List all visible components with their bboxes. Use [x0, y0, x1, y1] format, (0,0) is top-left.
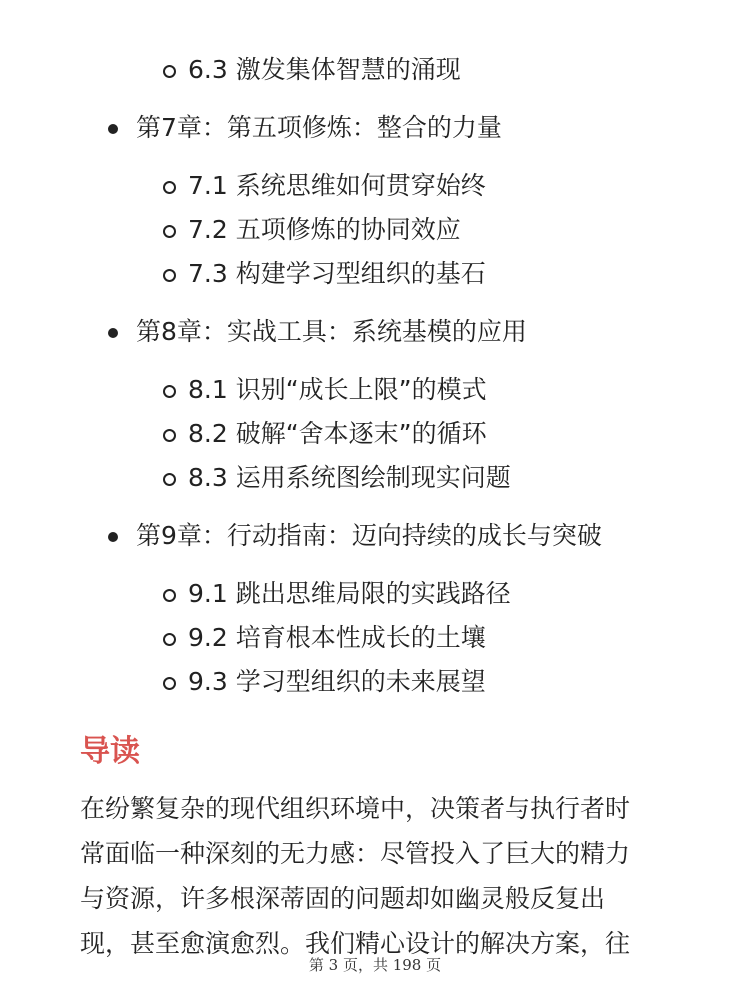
toc-chapter-label: 第9章：行动指南：迈向持续的成长与突破 [136, 521, 602, 550]
toc-sub-item[interactable] [0, 660, 750, 704]
hollow-bullet-icon [163, 385, 176, 398]
toc-sub-item[interactable] [0, 48, 750, 92]
filled-bullet-icon [108, 328, 118, 338]
hollow-bullet-icon [163, 65, 176, 78]
toc-sub-item-label: 8.3 运用系统图绘制现实问题 [188, 463, 511, 492]
toc-sub-item-label: 9.1 跳出思维局限的实践路径 [188, 579, 511, 608]
toc-sub-item-label: 9.3 学习型组织的未来展望 [188, 667, 486, 696]
toc-chapter-7[interactable] [0, 106, 750, 150]
toc-sub-list [0, 164, 750, 296]
toc-chapter-label: 第7章：第五项修炼：整合的力量 [136, 113, 502, 142]
hollow-bullet-icon [163, 269, 176, 282]
toc-chapter-label: 第8章：实战工具：系统基模的应用 [136, 317, 527, 346]
toc-sub-item[interactable] [0, 368, 750, 412]
toc-sub-item[interactable] [0, 572, 750, 616]
toc-sub-item-label: 8.1 识别“成长上限”的模式 [188, 375, 487, 404]
toc-sub-item[interactable] [0, 616, 750, 660]
hollow-bullet-icon [163, 677, 176, 690]
toc-chapter-8[interactable] [0, 310, 750, 354]
toc-sub-item-label: 9.2 培育根本性成长的土壤 [188, 623, 486, 652]
toc-chapter-9[interactable] [0, 514, 750, 558]
toc-sub-item[interactable] [0, 252, 750, 296]
hollow-bullet-icon [163, 225, 176, 238]
table-of-contents [0, 48, 750, 704]
toc-sub-item-label: 7.1 系统思维如何贯穿始终 [188, 171, 486, 200]
hollow-bullet-icon [163, 473, 176, 486]
toc-sub-item-label: 7.2 五项修炼的协同效应 [188, 215, 461, 244]
toc-sub-item[interactable] [0, 164, 750, 208]
section-heading: 导读 [80, 734, 140, 769]
toc-sub-item-label: 6.3 激发集体智慧的涌现 [188, 55, 461, 84]
filled-bullet-icon [108, 124, 118, 134]
toc-sub-item[interactable] [0, 208, 750, 252]
toc-sub-list [0, 572, 750, 704]
filled-bullet-icon [108, 532, 118, 542]
body-paragraph [80, 786, 680, 966]
toc-sub-item-label: 7.3 构建学习型组织的基石 [188, 259, 486, 288]
toc-sub-item-label: 8.2 破解“舍本逐末”的循环 [188, 419, 487, 448]
hollow-bullet-icon [163, 429, 176, 442]
toc-sub-list [0, 368, 750, 500]
toc-sub-item[interactable] [0, 456, 750, 500]
toc-sub-item[interactable] [0, 412, 750, 456]
hollow-bullet-icon [163, 589, 176, 602]
paragraph-line: 在纷繁复杂的现代组织环境中，决策者与执行者时 [80, 794, 631, 823]
hollow-bullet-icon [163, 181, 176, 194]
hollow-bullet-icon [163, 633, 176, 646]
paragraph-line: 常面临一种深刻的无力感：尽管投入了巨大的精力 [80, 839, 631, 868]
paragraph-line: 与资源，许多根深蒂固的问题却如幽灵般反复出 [80, 884, 606, 913]
paragraph-line: 现，甚至愈演愈烈。我们精心设计的解决方案，往 [80, 929, 631, 958]
page-footer: 第 3 页，共 198 页 [308, 956, 442, 974]
toc-sub-list [0, 48, 750, 92]
